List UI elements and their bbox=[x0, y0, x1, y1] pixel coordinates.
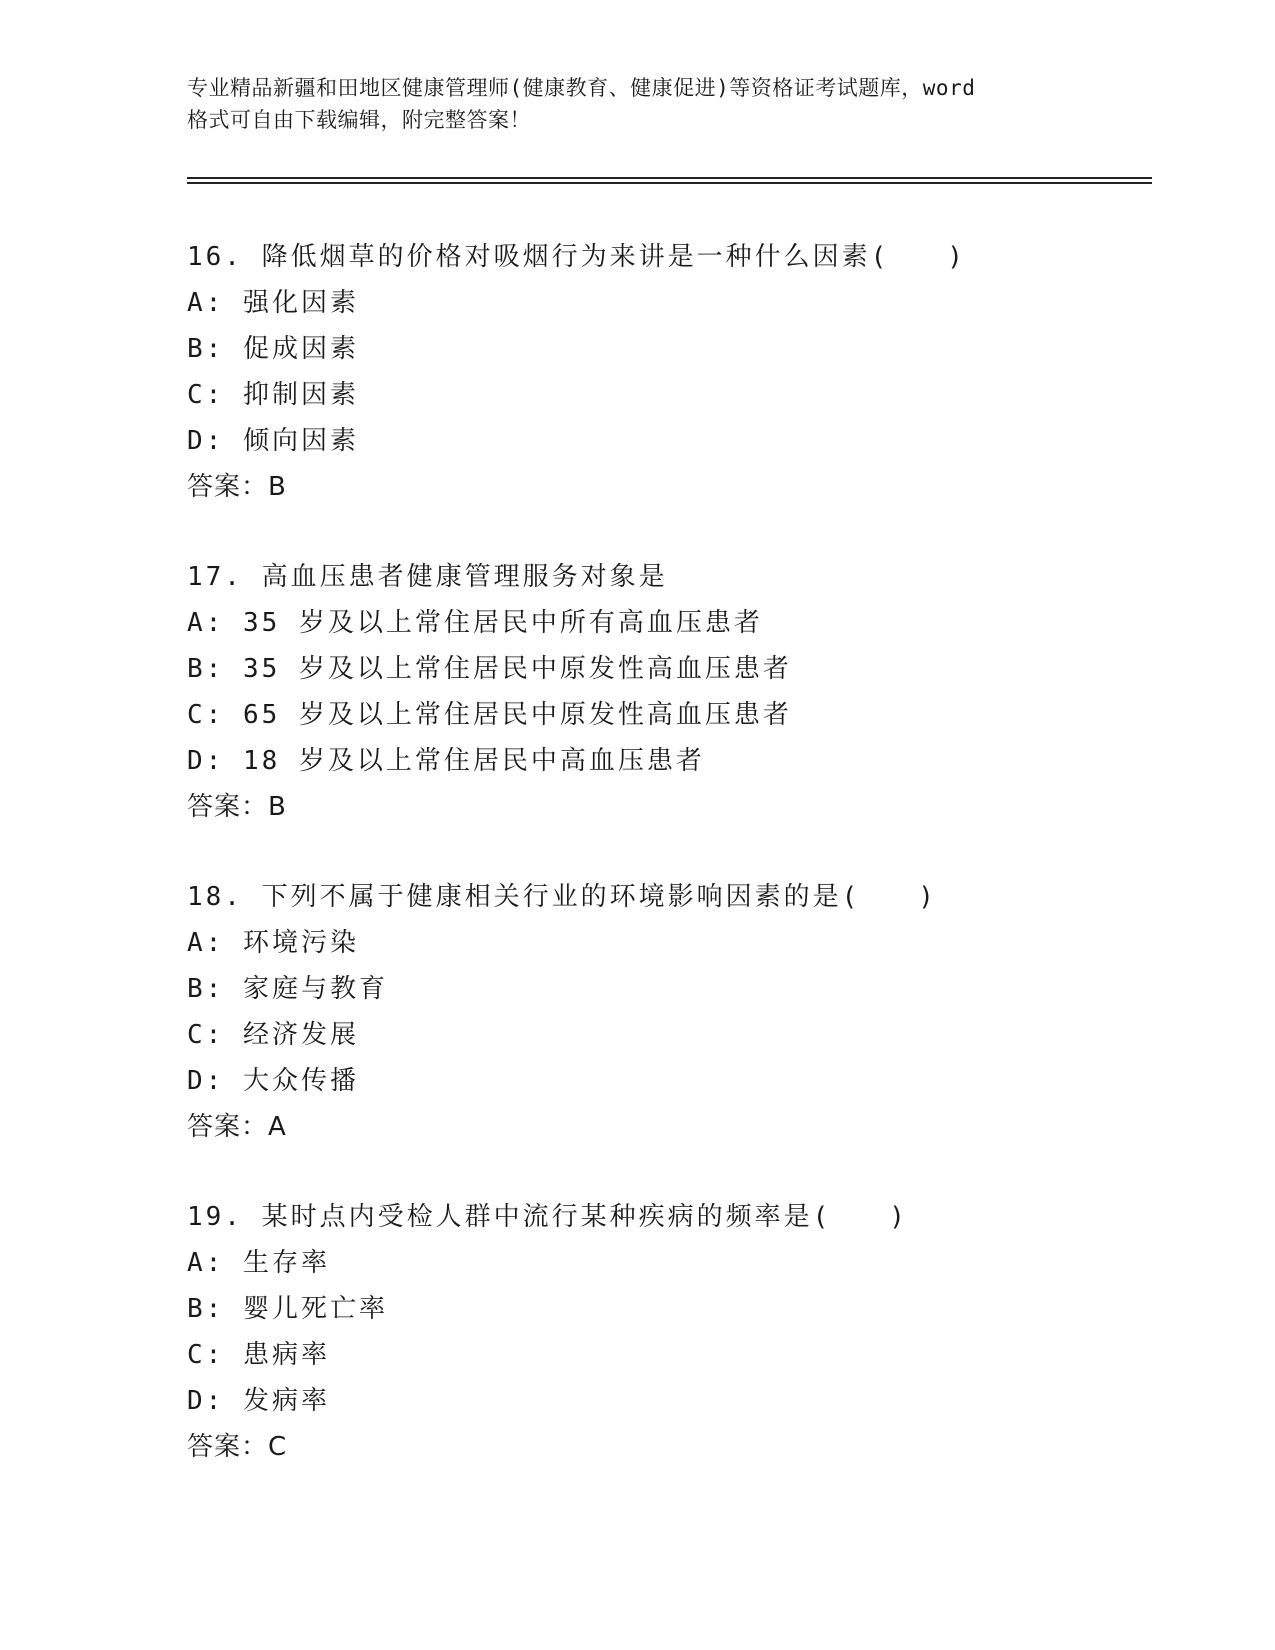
option-d: D: 倾向因素 bbox=[187, 426, 359, 456]
option-d: D: 大众传播 bbox=[187, 1066, 359, 1096]
document-header bbox=[187, 72, 1107, 136]
question-stem: 16. 降低烟草的价格对吸烟行为来讲是一种什么因素( ) bbox=[187, 242, 966, 272]
question-stem: 18. 下列不属于健康相关行业的环境影响因素的是( ) bbox=[187, 882, 937, 912]
header-line-2: 格式可自由下载编辑，附完整答案！ bbox=[187, 108, 531, 132]
question-17 bbox=[187, 554, 1147, 830]
option-b: B: 35 岁及以上常住居民中原发性高血压患者 bbox=[187, 654, 792, 684]
option-c: C: 患病率 bbox=[187, 1340, 330, 1370]
option-c: C: 抑制因素 bbox=[187, 380, 359, 410]
option-a: A: 生存率 bbox=[187, 1248, 330, 1278]
header-line-1: 专业精品新疆和田地区健康管理师(健康教育、健康促进)等资格证考试题库，word bbox=[187, 76, 976, 100]
question-18 bbox=[187, 874, 1147, 1150]
question-stem: 19. 某时点内受检人群中流行某种疾病的频率是( ) bbox=[187, 1202, 908, 1232]
header-divider-bottom bbox=[187, 182, 1152, 184]
option-c: C: 65 岁及以上常住居民中原发性高血压患者 bbox=[187, 700, 792, 730]
option-c: C: 经济发展 bbox=[187, 1020, 359, 1050]
question-16 bbox=[187, 234, 1147, 510]
question-stem: 17. 高血压患者健康管理服务对象是 bbox=[187, 562, 668, 592]
option-b: B: 促成因素 bbox=[187, 334, 359, 364]
option-a: A: 环境污染 bbox=[187, 928, 359, 958]
answer-line: 答案：A bbox=[187, 1112, 287, 1142]
question-19 bbox=[187, 1194, 1147, 1470]
answer-line: 答案：B bbox=[187, 472, 287, 502]
answer-line: 答案：C bbox=[187, 1432, 288, 1462]
option-b: B: 婴儿死亡率 bbox=[187, 1294, 388, 1324]
option-b: B: 家庭与教育 bbox=[187, 974, 388, 1004]
option-d: D: 发病率 bbox=[187, 1386, 330, 1416]
option-a: A: 强化因素 bbox=[187, 288, 359, 318]
option-d: D: 18 岁及以上常住居民中高血压患者 bbox=[187, 746, 705, 776]
answer-line: 答案：B bbox=[187, 792, 287, 822]
option-a: A: 35 岁及以上常住居民中所有高血压患者 bbox=[187, 608, 763, 638]
header-divider-top bbox=[187, 177, 1152, 179]
